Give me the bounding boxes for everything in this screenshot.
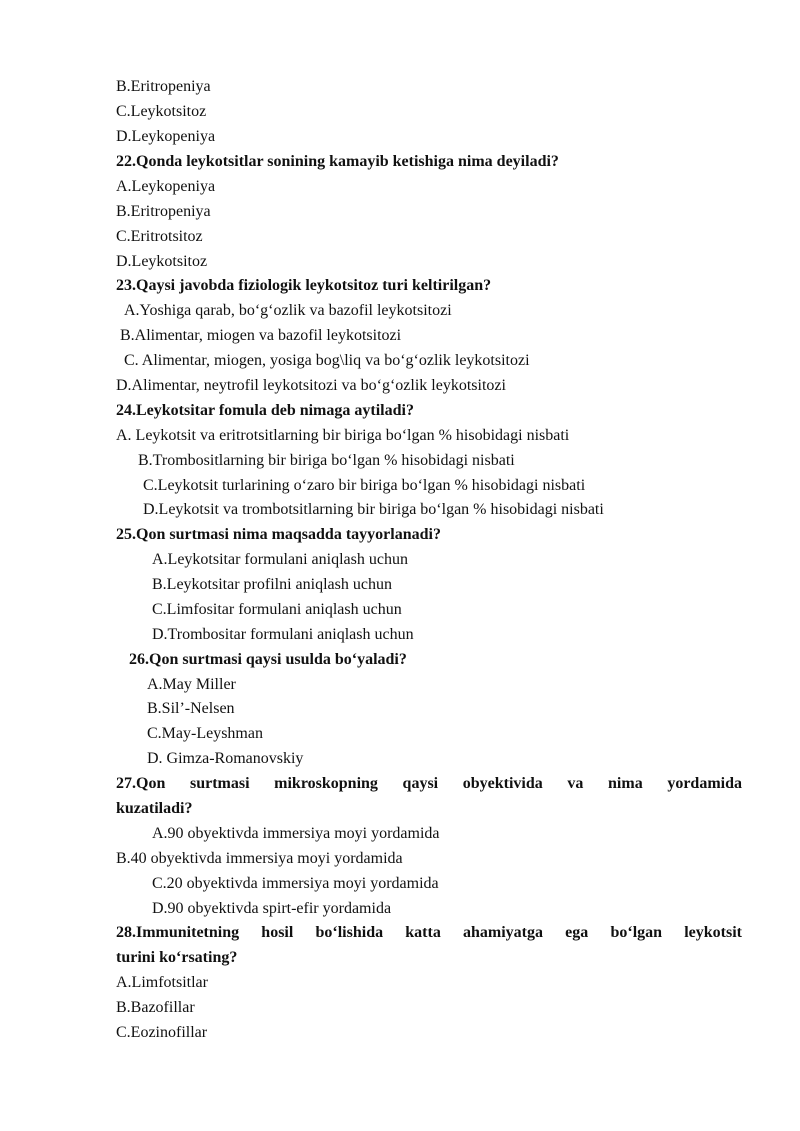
- option-line: B.Bazofillar: [116, 999, 195, 1016]
- option-line: C. Alimentar, miogen, yosiga bog\liq va bo‘g‘ozlik leykotsitozi: [124, 352, 530, 369]
- option-line: D.Alimentar, neytrofil leykotsitozi va bo‘g‘ozlik leykotsitozi: [116, 377, 506, 394]
- question-27: 27.Qon surtmasi mikroskopning qaysi obyektivida va nima yordamida: [116, 775, 742, 792]
- option-line: C.Eritrotsitoz: [116, 228, 203, 245]
- option-line: C.Eozinofillar: [116, 1024, 208, 1041]
- option-line: B.Sil’-Nelsen: [147, 700, 235, 717]
- option-line: D.Trombositar formulani aniqlash uchun: [152, 626, 414, 643]
- question-24: 24.Leykotsitar fomula deb nimaga aytiladi?: [116, 402, 414, 419]
- question-22: 22.Qonda leykotsitlar sonining kamayib ketishiga nima deyiladi?: [116, 153, 559, 170]
- option-line: B.40 obyektivda immersiya moyi yordamida: [116, 850, 403, 867]
- option-line: B.Eritropeniya: [116, 203, 211, 220]
- option-line: B.Alimentar, miogen va bazofil leykotsitozi: [120, 327, 402, 344]
- question-28: 28.Immunitetning hosil bo‘lishida katta ahamiyatga ega bo‘lgan leykotsit: [116, 924, 742, 941]
- option-line: A.90 obyektivda immersiya moyi yordamida: [152, 825, 440, 842]
- option-line: D.90 obyektivda spirt-efir yordamida: [152, 900, 392, 917]
- option-line: C.May-Leyshman: [147, 725, 263, 742]
- option-line: C.20 obyektivda immersiya moyi yordamida: [152, 875, 439, 892]
- option-line: A.May Miller: [147, 676, 236, 693]
- option-line: D.Leykopeniya: [116, 128, 216, 145]
- option-line: D.Leykotsitoz: [116, 253, 208, 270]
- option-line: A.Leykopeniya: [116, 178, 216, 195]
- question-25: 25.Qon surtmasi nima maqsadda tayyorlanadi?: [116, 526, 441, 543]
- option-line: B.Eritropeniya: [116, 78, 211, 95]
- option-line: D. Gimza-Romanovskiy: [147, 750, 304, 767]
- option-line: C.Limfositar formulani aniqlash uchun: [152, 601, 402, 618]
- question-26: 26.Qon surtmasi qaysi usulda bo‘yaladi?: [129, 651, 407, 668]
- question-27-continued: kuzatiladi?: [116, 800, 193, 817]
- option-line: C.Leykotsitoz: [116, 103, 207, 120]
- option-line: B.Trombositlarning bir biriga bo‘lgan % hisobidagi nisbati: [138, 452, 515, 469]
- option-line: A.Yoshiga qarab, bo‘g‘ozlik va bazofil leykotsitozi: [124, 302, 452, 319]
- question-28-continued: turini ko‘rsating?: [116, 949, 238, 966]
- option-line: A.Leykotsitar formulani aniqlash uchun: [152, 551, 408, 568]
- option-line: A.Limfotsitlar: [116, 974, 208, 991]
- question-23: 23.Qaysi javobda fiziologik leykotsitoz turi keltirilgan?: [116, 277, 492, 294]
- option-line: B.Leykotsitar profilni aniqlash uchun: [152, 576, 392, 593]
- option-line: D.Leykotsit va trombotsitlarning bir biriga bo‘lgan % hisobidagi nisbati: [143, 501, 604, 518]
- option-line: C.Leykotsit turlarining o‘zaro bir biriga bo‘lgan % hisobidagi nisbati: [143, 477, 586, 494]
- option-line: A. Leykotsit va eritrotsitlarning bir biriga bo‘lgan % hisobidagi nisbati: [116, 427, 570, 444]
